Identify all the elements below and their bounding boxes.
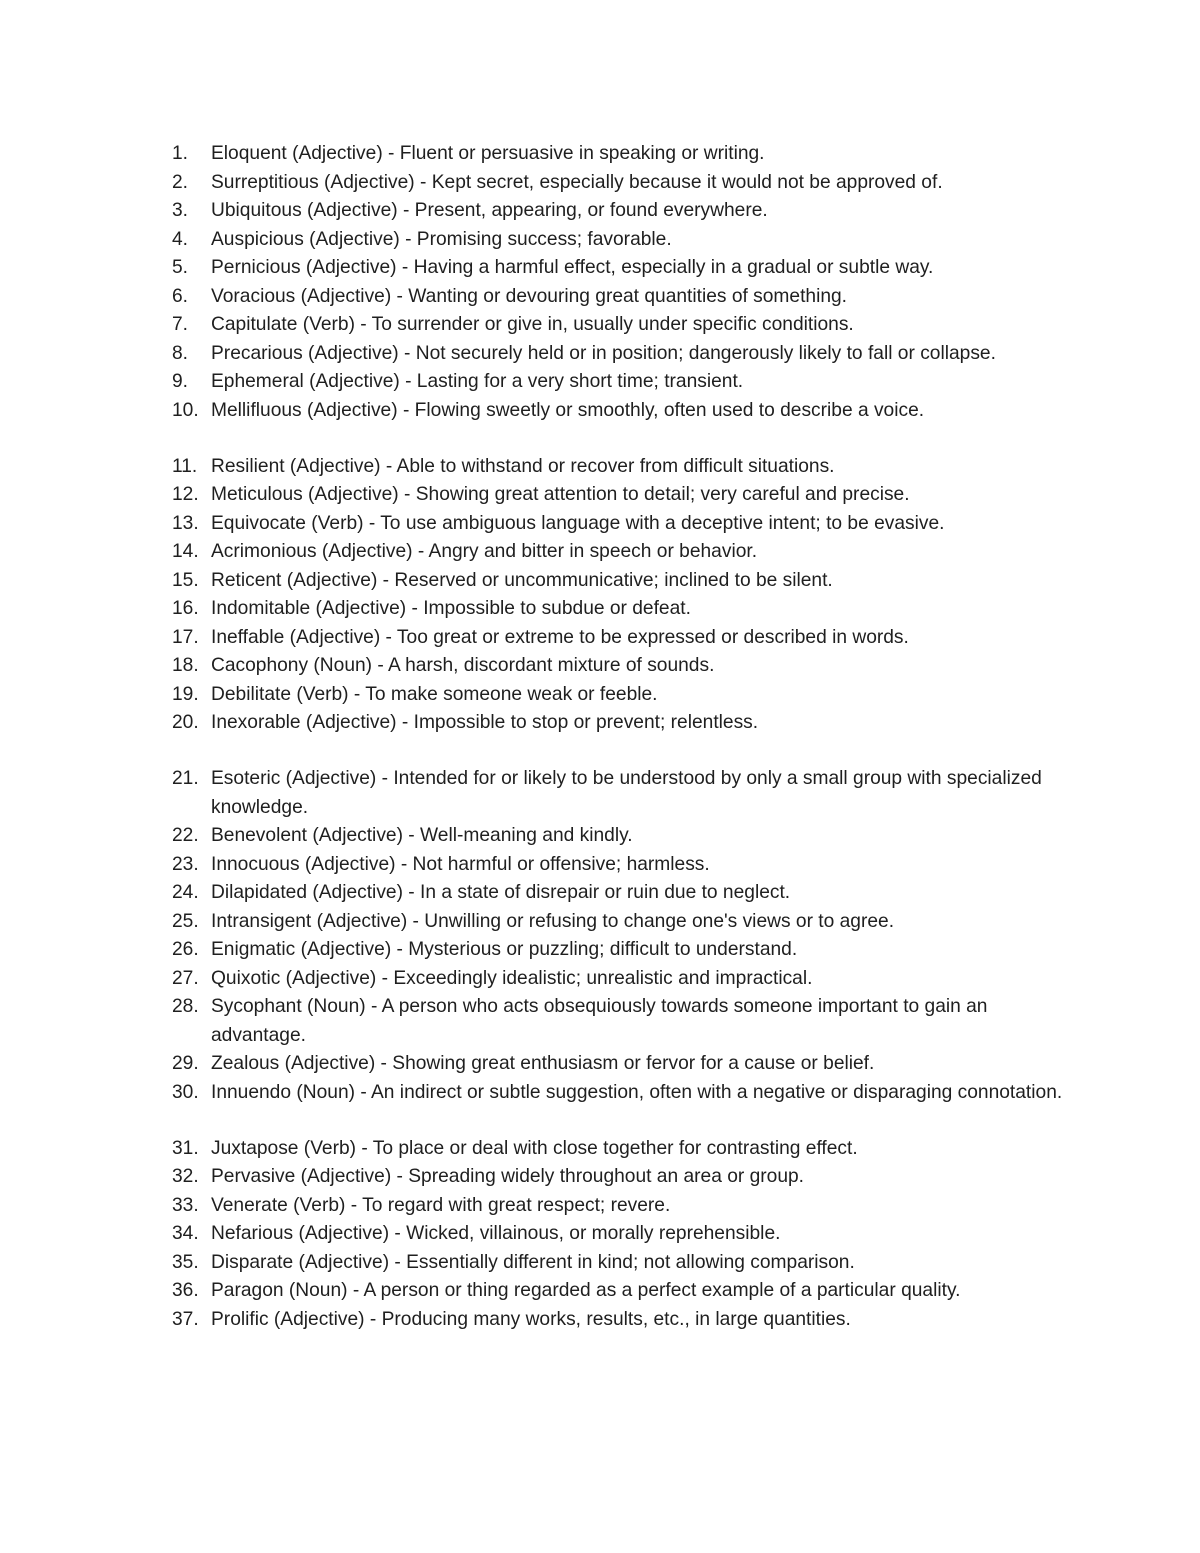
item-definition: Pernicious (Adjective) - Having a harmful effect, especially in a gradual or subtle way. — [211, 257, 934, 278]
item-definition: Esoteric (Adjective) - Intended for or likely to be understood by only a small group with specialized knowledge. — [211, 768, 1042, 818]
item-definition: Prolific (Adjective) - Producing many works, results, etc., in large quantities. — [211, 1308, 851, 1330]
item-definition: Sycophant (Noun) - A person who acts obsequiously towards someone important to gain an advantage. — [211, 996, 988, 1046]
item-definition: Precarious (Adjective) - Not securely held or in position; dangerously likely to fall or collapse. — [211, 342, 996, 364]
item-definition: Ineffable (Adjective) - Too great or extreme to be expressed or described in words. — [211, 626, 909, 648]
item-definition: Surreptitious (Adjective) - Kept secret, especially because it would not be approved of. — [211, 171, 943, 193]
item-number: 19. — [172, 683, 199, 705]
item-definition: Intransigent (Adjective) - Unwilling or refusing to change one's views or to agree. — [211, 910, 895, 932]
item-number: 11. — [172, 455, 198, 477]
item-number: 14. — [172, 541, 199, 562]
item-definition: Paragon (Noun) - A person or thing regarded as a perfect example of a particular quality. — [211, 1280, 961, 1301]
item-definition: Innuendo (Noun) - An indirect or subtle suggestion, often with a negative or disparaging connotation. — [211, 1081, 1063, 1103]
list-item — [172, 1220, 1072, 1249]
item-definition: Resilient (Adjective) - Able to withstand or recover from difficult situations. — [211, 455, 835, 477]
item-number: 18. — [172, 655, 199, 676]
item-definition: Equivocate (Verb) - To use ambiguous language with a deceptive intent; to be evasive. — [211, 512, 945, 534]
item-number: 32. — [172, 1166, 199, 1187]
item-definition: Benevolent (Adjective) - Well-meaning and kindly. — [211, 825, 633, 846]
list-item — [172, 709, 1072, 738]
item-definition: Dilapidated (Adjective) - In a state of disrepair or ruin due to neglect. — [211, 882, 791, 903]
list-item — [172, 595, 1072, 624]
list-item — [172, 936, 1072, 965]
list-item — [172, 481, 1072, 510]
list-item — [172, 397, 1072, 426]
list-item — [172, 197, 1072, 226]
item-number: 2. — [172, 171, 189, 193]
item-number: 16. — [172, 598, 199, 619]
list-item — [172, 1079, 1072, 1108]
item-number: 22. — [172, 825, 199, 846]
list-item — [172, 340, 1072, 369]
list-item — [172, 1192, 1072, 1221]
item-number: 5. — [172, 257, 189, 278]
vocabulary-group-4 — [172, 1135, 1072, 1335]
vocabulary-group-3 — [172, 765, 1072, 1107]
item-number: 7. — [172, 314, 189, 335]
list-item — [172, 965, 1072, 994]
item-definition: Reticent (Adjective) - Reserved or uncommunicative; inclined to be silent. — [211, 569, 833, 591]
item-definition: Mellifluous (Adjective) - Flowing sweetly or smoothly, often used to describe a voice. — [211, 399, 925, 421]
list-item — [172, 368, 1072, 397]
item-definition: Disparate (Adjective) - Essentially different in kind; not allowing comparison. — [211, 1251, 855, 1273]
item-definition: Capitulate (Verb) - To surrender or give in, usually under specific conditions. — [211, 314, 854, 335]
item-definition: Ubiquitous (Adjective) - Present, appearing, or found everywhere. — [211, 200, 768, 221]
list-item — [172, 567, 1072, 596]
item-number: 8. — [172, 342, 189, 364]
list-item — [172, 254, 1072, 283]
item-definition: Ephemeral (Adjective) - Lasting for a very short time; transient. — [211, 371, 744, 392]
list-item — [172, 538, 1072, 567]
item-definition: Eloquent (Adjective) - Fluent or persuasive in speaking or writing. — [211, 143, 765, 164]
item-number: 31. — [172, 1137, 199, 1159]
item-number: 12. — [172, 484, 199, 505]
list-item — [172, 652, 1072, 681]
item-number: 35. — [172, 1251, 199, 1273]
item-definition: Juxtapose (Verb) - To place or deal with close together for contrasting effect. — [211, 1137, 858, 1159]
vocabulary-list — [172, 140, 1072, 1362]
list-item — [172, 1163, 1072, 1192]
list-item — [172, 226, 1072, 255]
list-item — [172, 851, 1072, 880]
list-item — [172, 1277, 1072, 1306]
item-number: 28. — [172, 996, 199, 1017]
item-number: 1. — [172, 143, 189, 164]
item-definition: Acrimonious (Adjective) - Angry and bitter in speech or behavior. — [211, 541, 758, 562]
list-item — [172, 624, 1072, 653]
item-definition: Cacophony (Noun) - A harsh, discordant mixture of sounds. — [211, 655, 715, 676]
item-definition: Pervasive (Adjective) - Spreading widely throughout an area or group. — [211, 1166, 805, 1187]
list-item — [172, 765, 1072, 822]
item-definition: Nefarious (Adjective) - Wicked, villainous, or morally reprehensible. — [211, 1223, 781, 1244]
item-number: 21. — [172, 768, 199, 789]
item-number: 30. — [172, 1081, 199, 1103]
vocabulary-group-1 — [172, 140, 1072, 425]
item-number: 10. — [172, 399, 199, 421]
list-item — [172, 169, 1072, 198]
list-item — [172, 822, 1072, 851]
item-number: 9. — [172, 371, 189, 392]
item-number: 15. — [172, 569, 199, 591]
list-item — [172, 1306, 1072, 1335]
list-item — [172, 908, 1072, 937]
item-number: 36. — [172, 1280, 199, 1301]
vocabulary-group-2 — [172, 453, 1072, 738]
list-item — [172, 311, 1072, 340]
list-item — [172, 283, 1072, 312]
item-definition: Quixotic (Adjective) - Exceedingly idealistic; unrealistic and impractical. — [211, 967, 813, 989]
item-definition: Venerate (Verb) - To regard with great respect; revere. — [211, 1194, 671, 1216]
item-definition: Auspicious (Adjective) - Promising success; favorable. — [211, 228, 672, 250]
item-number: 17. — [172, 626, 199, 648]
item-definition: Meticulous (Adjective) - Showing great attention to detail; very careful and precise. — [211, 484, 910, 505]
list-item — [172, 1249, 1072, 1278]
item-number: 4. — [172, 228, 189, 250]
item-number: 6. — [172, 285, 189, 307]
item-number: 27. — [172, 967, 199, 989]
list-item — [172, 140, 1072, 169]
item-definition: Innocuous (Adjective) - Not harmful or offensive; harmless. — [211, 853, 710, 875]
list-item — [172, 681, 1072, 710]
item-number: 29. — [172, 1053, 199, 1074]
list-item — [172, 453, 1072, 482]
item-definition: Enigmatic (Adjective) - Mysterious or puzzling; difficult to understand. — [211, 939, 798, 960]
item-number: 20. — [172, 712, 199, 733]
item-definition: Voracious (Adjective) - Wanting or devouring great quantities of something. — [211, 285, 848, 307]
item-definition: Debilitate (Verb) - To make someone weak or feeble. — [211, 683, 658, 705]
list-item — [172, 1135, 1072, 1164]
list-item — [172, 879, 1072, 908]
item-number: 34. — [172, 1223, 199, 1244]
item-number: 33. — [172, 1194, 199, 1216]
list-item — [172, 993, 1072, 1050]
item-definition: Zealous (Adjective) - Showing great enthusiasm or fervor for a cause or belief. — [211, 1053, 875, 1074]
item-definition: Indomitable (Adjective) - Impossible to subdue or defeat. — [211, 598, 691, 619]
item-number: 25. — [172, 910, 199, 932]
item-number: 23. — [172, 853, 199, 875]
item-number: 37. — [172, 1308, 199, 1330]
list-item — [172, 1050, 1072, 1079]
item-number: 26. — [172, 939, 199, 960]
item-number: 3. — [172, 200, 189, 221]
item-definition: Inexorable (Adjective) - Impossible to stop or prevent; relentless. — [211, 712, 759, 733]
list-item — [172, 510, 1072, 539]
item-number: 24. — [172, 882, 199, 903]
item-number: 13. — [172, 512, 199, 534]
